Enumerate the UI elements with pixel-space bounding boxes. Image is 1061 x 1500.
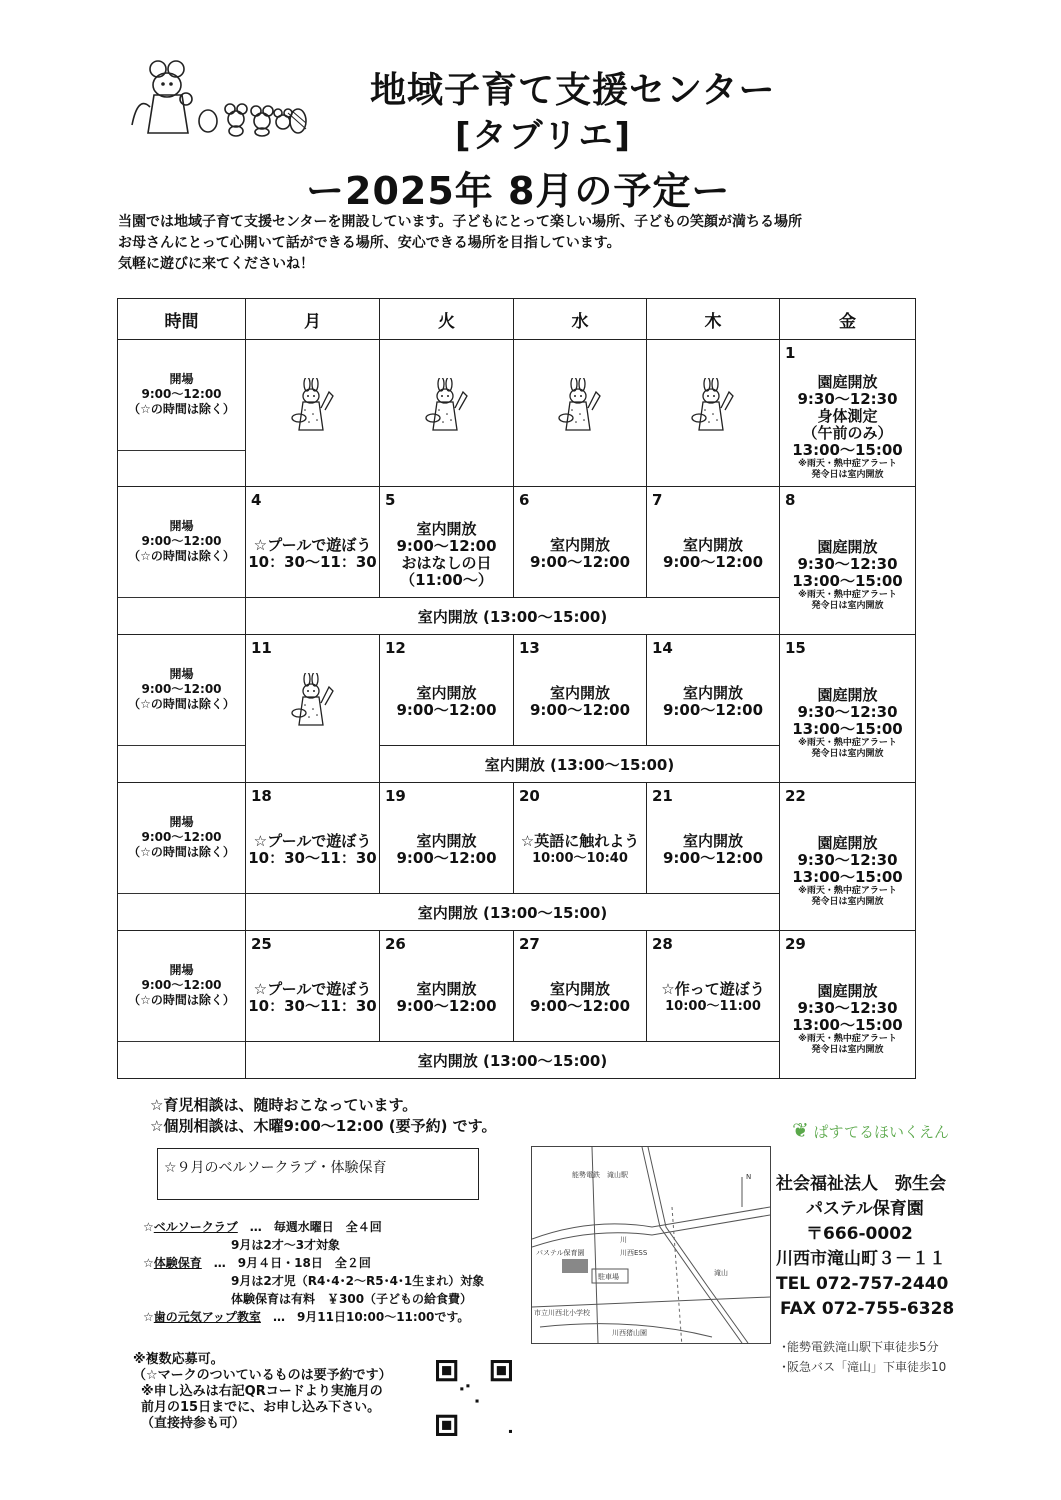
day-cell: [246, 487, 380, 598]
day-number: 27: [519, 935, 540, 953]
event-line: 13:00～15:00: [792, 868, 903, 886]
event-line: 9:00～12:00: [396, 997, 497, 1015]
note-line: ※申し込みは右記QRコードより実施月の: [141, 1384, 383, 1399]
day-event: [514, 981, 646, 1015]
event-line: 室内開放: [416, 684, 477, 702]
time-divider: [118, 1041, 245, 1042]
event-line: ☆作って遊ぼう: [661, 980, 765, 998]
week-row: [118, 487, 916, 598]
event-line: 室内開放: [416, 980, 477, 998]
map-parking-label: 駐車場: [598, 1273, 619, 1281]
day-cell: [246, 783, 380, 894]
nursery-logo: [792, 1118, 949, 1142]
time-label: [118, 963, 245, 1008]
time-label-line: （☆の時間は除く）: [128, 845, 235, 859]
event-line: 9:00～12:00: [529, 701, 631, 719]
event-line: 9:00～12:00: [396, 701, 497, 719]
event-line: 室内開放: [682, 832, 743, 850]
day-number: 19: [385, 787, 406, 805]
day-cell: [514, 783, 647, 894]
time-divider: [118, 597, 245, 598]
star-icon: ☆: [143, 1220, 154, 1234]
day-cell: [647, 340, 780, 487]
event-line: 10：30～11：30: [248, 553, 377, 571]
header-mon: 月: [246, 299, 380, 340]
map-nursery-label: パステル保育園: [536, 1249, 585, 1257]
day-number: 13: [519, 639, 540, 657]
day-cell: [246, 635, 380, 783]
program-row: [143, 1308, 484, 1326]
event-line: おはなしの日: [401, 554, 492, 572]
day-event: [647, 537, 779, 571]
event-line: 室内開放: [682, 684, 743, 702]
program-detail: … 9月11日10:00～11:00です。: [272, 1310, 470, 1324]
program-detail: 体験保育は有料 ￥300（子どもの給食費）: [231, 1292, 473, 1306]
event-line: 9:00～12:00: [662, 701, 764, 719]
time-label-line: （☆の時間は除く）: [128, 549, 235, 563]
afternoon-open-label: 室内開放 (13:00～15:00): [380, 746, 780, 783]
access-line: ･能勢電鉄滝山駅下車徒歩5分: [781, 1340, 939, 1354]
event-line: 室内開放: [416, 832, 477, 850]
day-event: [380, 685, 513, 719]
program-row: [143, 1290, 484, 1308]
event-line: 園庭開放: [817, 686, 878, 704]
day-number: 12: [385, 639, 406, 657]
day-cell: [380, 783, 514, 894]
program-name: 体験保育: [153, 1256, 202, 1270]
day-event: [780, 983, 915, 1056]
september-programs-box: ☆９月のベルソークラブ・体験保育: [157, 1148, 479, 1200]
event-line: 9:00～12:00: [396, 849, 497, 867]
time-label-line: 開場: [169, 963, 194, 977]
event-line: （午前のみ）: [802, 424, 893, 442]
page-title: 地域子育て支援センター: [370, 70, 776, 111]
day-event: [380, 981, 513, 1015]
consultation-info: [150, 1095, 496, 1137]
event-line: 身体測定: [817, 407, 878, 425]
time-label-line: 9:00～12:00: [141, 387, 222, 401]
time-cell: [118, 487, 246, 635]
bunny-illustration: [425, 378, 469, 436]
day-event: [647, 833, 779, 867]
event-line: ☆プールで遊ぼう: [253, 832, 372, 850]
day-cell: [647, 931, 780, 1042]
day-cell: [380, 487, 514, 598]
program-row: [143, 1236, 484, 1254]
month-heading: ー2025年 8月の予定ー: [306, 169, 731, 213]
day-event: [380, 833, 513, 867]
day-number: 18: [251, 787, 272, 805]
event-line: 9:00～12:00: [662, 553, 764, 571]
bunny-illustration: [291, 378, 335, 436]
event-line: ☆プールで遊ぼう: [253, 980, 372, 998]
time-label: [118, 372, 245, 417]
day-number: 4: [251, 491, 262, 509]
event-line: 9:00～12:00: [662, 849, 764, 867]
program-detail: 9月は2才児（R4･4･2～R5･4･1生まれ）対象: [231, 1274, 485, 1288]
day-event: [246, 833, 379, 867]
time-label-line: 9:00～12:00: [141, 830, 222, 844]
day-number: 28: [652, 935, 673, 953]
leaf-icon: ❦: [792, 1118, 809, 1142]
day-cell: [514, 931, 647, 1042]
day-event: [514, 537, 646, 571]
note-line: 前月の15日までに、お申し込み下さい。: [141, 1400, 381, 1415]
map-school2-label: 市立川西北小学校: [534, 1309, 590, 1317]
star-icon: ☆: [143, 1310, 154, 1324]
access-info: [781, 1337, 946, 1377]
day-event: [246, 981, 379, 1015]
event-line: 10：30～11：30: [248, 997, 377, 1015]
day-number: 14: [652, 639, 673, 657]
org-line: FAX 072-755-6328: [780, 1299, 955, 1319]
time-label-line: 9:00～12:00: [141, 682, 222, 696]
day-number: 20: [519, 787, 540, 805]
time-label-line: 開場: [169, 519, 194, 533]
event-line: 室内開放: [549, 536, 610, 554]
event-line: 9:00～12:00: [529, 553, 631, 571]
day-cell: [647, 487, 780, 598]
event-line: ☆英語に触れよう: [520, 832, 640, 850]
weather-note: ※雨天・熱中症アラート: [798, 590, 897, 600]
time-label-line: 9:00～12:00: [141, 534, 222, 548]
time-divider: [118, 745, 245, 746]
time-cell: [118, 931, 246, 1079]
day-cell: [780, 635, 916, 783]
header-fri: 金: [780, 299, 916, 340]
day-number: 7: [652, 491, 663, 509]
consult-line: ☆個別相談は、木曜9:00～12:00 (要予約) です。: [150, 1117, 497, 1135]
day-event: [514, 685, 646, 719]
program-list: [143, 1218, 484, 1326]
day-number: 22: [785, 787, 806, 805]
event-line: 9:30～12:30: [797, 555, 898, 573]
time-label-line: 開場: [169, 815, 194, 829]
event-line: 室内開放: [549, 684, 610, 702]
map-park-label: 川西猪山園: [612, 1329, 647, 1337]
program-detail: … 毎週水曜日 全４回: [249, 1220, 382, 1234]
logo-text: ぱすてるほいくえん: [813, 1123, 949, 1141]
day-cell: [514, 340, 647, 487]
consult-line: ☆育児相談は、随時おこなっています。: [150, 1096, 418, 1114]
day-number: 25: [251, 935, 272, 953]
event-line: 13:00～15:00: [792, 720, 903, 738]
weather-note: 発令日は室内開放: [811, 749, 884, 759]
afternoon-open-label: 室内開放 (13:00～15:00): [246, 598, 780, 635]
event-line: 13:00～15:00: [792, 1016, 903, 1034]
day-number: 6: [519, 491, 530, 509]
time-label-line: 開場: [169, 667, 194, 681]
organization-info: [776, 1172, 954, 1322]
time-label-line: 開場: [169, 372, 194, 386]
event-line: 園庭開放: [817, 538, 878, 556]
weather-note: 発令日は室内開放: [811, 897, 884, 907]
event-line: ☆プールで遊ぼう: [253, 536, 372, 554]
weather-note: ※雨天・熱中症アラート: [798, 738, 897, 748]
time-cell: [118, 635, 246, 783]
map-station-label: 能勢電鉄 滝山駅: [572, 1171, 628, 1179]
event-line: 9:00～12:00: [396, 537, 497, 555]
time-label-line: （☆の時間は除く）: [128, 402, 235, 416]
time-label-line: 9:00～12:00: [141, 978, 222, 992]
weather-note: 発令日は室内開放: [811, 470, 884, 480]
program-name: ベルソークラブ: [153, 1220, 238, 1234]
event-line: 9:30～12:30: [797, 999, 898, 1017]
event-line: 9:30～12:30: [797, 703, 898, 721]
day-number: 1: [785, 344, 796, 362]
intro-line: 気軽に遊びに来てくださいね！: [118, 256, 314, 272]
time-label: [118, 667, 245, 712]
program-row: [143, 1254, 484, 1272]
bunny-illustration: [691, 378, 735, 436]
star-icon: ☆: [143, 1256, 154, 1270]
event-line: 13:00～15:00: [792, 572, 903, 590]
weather-note: ※雨天・熱中症アラート: [798, 886, 897, 896]
day-number: 11: [251, 639, 272, 657]
page-subtitle: [タブリエ]: [455, 116, 633, 156]
weather-note: ※雨天・熱中症アラート: [798, 459, 897, 469]
week-row: [118, 783, 916, 894]
time-cell: [118, 340, 246, 487]
program-row: [143, 1218, 484, 1236]
time-cell: [118, 783, 246, 931]
day-number: 8: [785, 491, 796, 509]
day-cell: [514, 487, 647, 598]
access-line: ･阪急バス「滝山」下車徒歩10: [781, 1360, 947, 1374]
event-line: 9:30～12:30: [797, 390, 898, 408]
week-row: [118, 931, 916, 1042]
header-wed: 水: [514, 299, 647, 340]
program-name: 歯の元気アップ教室: [153, 1310, 261, 1324]
day-number: 26: [385, 935, 406, 953]
weather-note: 発令日は室内開放: [811, 601, 884, 611]
event-line: 園庭開放: [817, 982, 878, 1000]
day-cell: [514, 635, 647, 746]
day-number: 21: [652, 787, 673, 805]
note-line: ※複数応募可。: [133, 1352, 224, 1367]
time-label-line: （☆の時間は除く）: [128, 697, 235, 711]
map-north-label: N: [746, 1173, 752, 1181]
intro-text: [118, 212, 802, 275]
day-cell: [246, 931, 380, 1042]
org-line: TEL 072-757-2440: [776, 1274, 949, 1294]
day-event: [780, 539, 915, 612]
map-river-label: 川: [620, 1236, 627, 1244]
afternoon-open-label: 室内開放 (13:00～15:00): [246, 894, 780, 931]
application-notes: [133, 1352, 392, 1432]
time-divider: [118, 893, 245, 894]
note-line: （☆マークのついているものは要予約です）: [133, 1368, 392, 1383]
day-event: [647, 981, 779, 1015]
day-cell: [380, 340, 514, 487]
day-cell: [246, 340, 380, 487]
event-line: （11:00～）: [400, 571, 493, 589]
event-line: 10:00～11:00: [665, 999, 761, 1014]
day-event: [647, 685, 779, 719]
day-event: [780, 835, 915, 908]
day-number: 29: [785, 935, 806, 953]
event-line: 園庭開放: [817, 373, 878, 391]
header-thu: 木: [647, 299, 780, 340]
intro-line: お母さんにとって心開いて話ができる場所、安心できる場所を目指しています。: [118, 235, 621, 251]
afternoon-open-label: 室内開放 (13:00～15:00): [246, 1042, 780, 1079]
event-line: 室内開放: [549, 980, 610, 998]
time-divider: [118, 450, 245, 451]
event-line: 9:30～12:30: [797, 851, 898, 869]
header-time: 時間: [118, 299, 246, 340]
event-line: 室内開放: [416, 520, 477, 538]
weather-note: ※雨天・熱中症アラート: [798, 1034, 897, 1044]
day-event: [514, 833, 646, 867]
time-label: [118, 519, 245, 564]
time-label-line: （☆の時間は除く）: [128, 993, 235, 1007]
event-line: 9:00～12:00: [529, 997, 631, 1015]
bunny-illustration: [291, 673, 335, 731]
day-cell: [647, 783, 780, 894]
week-row: [118, 340, 916, 487]
day-cell: [380, 635, 514, 746]
note-line: （直接持参も可）: [141, 1416, 246, 1431]
event-line: 10：30～11：30: [248, 849, 377, 867]
day-event: [780, 687, 915, 760]
access-map: [531, 1146, 771, 1344]
event-line: 13:00～15:00: [792, 441, 903, 459]
intro-line: 当園では地域子育て支援センターを開設しています。子どもにとって楽しい場所、子どもの笑顔が満ちる場所: [118, 214, 803, 230]
weather-note: 発令日は室内開放: [811, 1045, 884, 1055]
day-event: [380, 521, 513, 589]
day-cell: [780, 783, 916, 931]
org-line: 〒666-0002: [806, 1224, 913, 1244]
org-line: 社会福祉法人 弥生会: [776, 1174, 946, 1194]
day-number: 15: [785, 639, 806, 657]
schedule-calendar: [117, 298, 916, 1079]
bunny-illustration: [558, 378, 602, 436]
day-cell: [780, 487, 916, 635]
day-event: [246, 537, 379, 571]
mouse-family-illustration: [128, 55, 308, 137]
event-line: 室内開放: [682, 536, 743, 554]
day-event: [780, 374, 915, 481]
day-cell: [380, 931, 514, 1042]
header-tue: 火: [380, 299, 514, 340]
map-stop-label: 滝山: [714, 1269, 728, 1277]
program-detail: 9月は2才～3才対象: [231, 1238, 341, 1252]
event-line: 園庭開放: [817, 834, 878, 852]
map-school1-label: 川西ESS: [620, 1249, 648, 1257]
time-label: [118, 815, 245, 860]
qr-code[interactable]: [436, 1360, 512, 1436]
day-cell: [780, 340, 916, 487]
day-cell: [780, 931, 916, 1079]
org-line: 川西市滝山町３－１１: [776, 1249, 946, 1269]
program-detail: … 9月４日・18日 全２回: [213, 1256, 371, 1270]
week-row: [118, 635, 916, 746]
day-cell: [647, 635, 780, 746]
event-line: 10:00～10:40: [532, 851, 628, 866]
org-line: パステル保育園: [806, 1199, 924, 1219]
day-number: 5: [385, 491, 396, 509]
program-row: [143, 1272, 484, 1290]
